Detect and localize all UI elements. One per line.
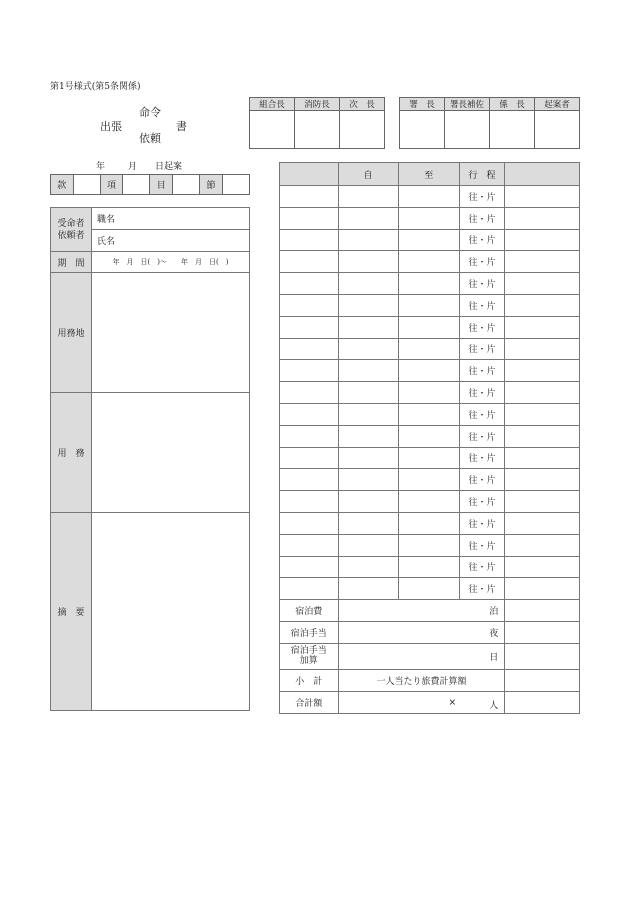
trip-row [280,294,580,316]
trip-route-cell[interactable]: 往・片 [459,403,505,425]
trip-date-cell[interactable] [280,207,339,229]
trip-route-cell[interactable]: 往・片 [459,534,505,556]
budget-label: 節 [200,175,223,195]
trip-from-cell[interactable] [338,447,398,469]
trip-from-cell[interactable] [338,534,398,556]
name-field[interactable] [92,230,250,252]
trip-from-cell[interactable] [338,382,398,404]
trip-to-cell[interactable] [398,534,459,556]
trip-route-cell[interactable]: 往・片 [459,251,505,273]
approval-label: 組合長 [250,98,295,111]
trip-date-cell[interactable] [280,512,339,534]
lodging-allowance-amount[interactable] [505,621,580,643]
trip-to-cell[interactable] [398,294,459,316]
trip-date-cell[interactable] [280,273,339,295]
trip-from-cell[interactable] [338,469,398,491]
trip-to-cell[interactable] [398,273,459,295]
total-label: 合計額 [280,691,339,713]
subtotal-label: 小 計 [280,669,339,691]
trip-to-cell[interactable] [398,229,459,251]
trip-to-cell[interactable] [398,207,459,229]
destination-field[interactable] [92,273,250,393]
trip-from-cell[interactable] [338,512,398,534]
trip-amount-cell[interactable] [505,360,580,382]
trip-to-cell[interactable] [398,316,459,338]
trip-amount-cell[interactable] [505,556,580,578]
trip-to-cell[interactable] [398,360,459,382]
position-label: 職名 [97,215,116,225]
trip-amount-cell[interactable] [505,382,580,404]
trip-row [280,316,580,338]
trip-amount-cell[interactable] [505,491,580,513]
trip-row [280,425,580,447]
lodging-extra-label: 宿泊手当 加算 [280,643,339,669]
trip-to-cell[interactable] [398,491,459,513]
title-right: 書 [176,120,187,133]
trip-to-cell[interactable] [398,251,459,273]
trip-date-cell[interactable] [280,578,339,600]
trip-amount-cell[interactable] [505,207,580,229]
summary-field[interactable] [92,513,250,711]
lodging-fee-unit: 泊 [489,607,499,618]
trip-row [280,382,580,404]
trip-date-cell[interactable] [280,382,339,404]
trip-from-cell[interactable] [338,273,398,295]
trip-to-cell[interactable] [398,382,459,404]
trip-route-cell[interactable]: 往・片 [459,338,505,360]
trip-date-cell[interactable] [280,186,339,208]
trip-to-cell[interactable] [398,338,459,360]
trip-from-cell[interactable] [338,360,398,382]
trip-amount-cell[interactable] [505,229,580,251]
trip-to-cell[interactable] [398,512,459,534]
trip-row [280,360,580,382]
approval-stamp-cell[interactable] [250,111,295,149]
trip-amount-cell[interactable] [505,338,580,360]
trip-amount-cell[interactable] [505,316,580,338]
trip-amount-cell[interactable] [505,534,580,556]
trip-route-cell[interactable]: 往・片 [459,207,505,229]
header-amount [505,163,580,186]
trip-to-cell[interactable] [398,447,459,469]
document-title [100,104,200,144]
total-amount[interactable] [505,691,580,713]
trip-date-cell[interactable] [280,403,339,425]
trip-route-cell[interactable]: 往・片 [459,447,505,469]
lodging-fee-amount[interactable] [505,600,580,622]
trip-to-cell[interactable] [398,186,459,208]
trip-row [280,578,580,600]
lodging-fee-field[interactable] [338,600,505,622]
trip-date-cell[interactable] [280,229,339,251]
period-label: 期 間 [51,252,92,273]
trip-from-cell[interactable] [338,251,398,273]
title-top: 命令 [139,106,161,119]
trip-row [280,251,580,273]
trip-date-cell[interactable] [280,447,339,469]
trip-amount-cell[interactable] [505,425,580,447]
trip-row [280,556,580,578]
subtotal-amount[interactable] [505,669,580,691]
period-field[interactable]: 年 月 日( )～ 年 月 日( ) [92,252,250,273]
trip-route-cell[interactable]: 往・片 [459,229,505,251]
trip-date-cell[interactable] [280,251,339,273]
approval-stamp-cell[interactable] [445,111,490,149]
trip-amount-cell[interactable] [505,273,580,295]
lodging-extra-unit: 日 [489,652,499,663]
trip-date-cell[interactable] [280,338,339,360]
trip-amount-cell[interactable] [505,578,580,600]
trip-amount-cell[interactable] [505,403,580,425]
form-number: 第1号様式(第5条関係) [50,82,141,92]
business-field[interactable] [92,393,250,513]
title-bottom: 依頼 [139,132,161,145]
recipient-label: 受命者 依頼者 [51,208,92,252]
title-left: 出張 [100,120,122,133]
trip-from-cell[interactable] [338,316,398,338]
approval-box-left [249,97,385,149]
lodging-fee-label: 宿泊費 [280,600,339,622]
trip-route-cell[interactable]: 往・片 [459,360,505,382]
approval-stamp-cell[interactable] [400,111,445,149]
trip-row [280,273,580,295]
trip-from-cell[interactable] [338,294,398,316]
header-route: 行 程 [459,163,505,186]
trip-row [280,338,580,360]
trip-row [280,534,580,556]
trip-row [280,403,580,425]
trip-to-cell[interactable] [398,469,459,491]
draft-date-day: 日起案 [155,162,183,172]
subtotal-text: 一人当たり旅費計算額 [338,669,505,691]
trip-amount-cell[interactable] [505,447,580,469]
trip-date-cell[interactable] [280,425,339,447]
trip-date-cell[interactable] [280,534,339,556]
trip-from-cell[interactable] [338,556,398,578]
trip-date-cell[interactable] [280,294,339,316]
trip-route-cell[interactable]: 往・片 [459,294,505,316]
trip-date-cell[interactable] [280,316,339,338]
destination-label: 用務地 [51,273,92,393]
lodging-allowance-field[interactable] [338,621,505,643]
trip-date-cell[interactable] [280,491,339,513]
lodging-extra-field[interactable] [338,643,505,669]
trip-route-cell[interactable]: 往・片 [459,273,505,295]
approval-label: 起案者 [535,98,580,111]
trip-date-cell[interactable] [280,556,339,578]
trip-row [280,491,580,513]
budget-label: 項 [100,175,123,195]
trip-route-cell[interactable]: 往・片 [459,469,505,491]
approval-label: 署 長 [400,98,445,111]
header-from: 自 [338,163,398,186]
itinerary-table [279,162,580,714]
summary-label: 摘 要 [51,513,92,711]
trip-to-cell[interactable] [398,578,459,600]
total-field[interactable] [338,691,505,713]
total-unit: 人 [489,700,499,711]
budget-row [50,174,250,195]
trip-to-cell[interactable] [398,403,459,425]
name-label: 氏名 [97,237,116,247]
trip-date-cell[interactable] [280,469,339,491]
trip-row [280,229,580,251]
approval-label: 署長補佐 [445,98,490,111]
trip-route-cell[interactable]: 往・片 [459,425,505,447]
trip-from-cell[interactable] [338,403,398,425]
trip-route-cell[interactable]: 往・片 [459,578,505,600]
trip-from-cell[interactable] [338,338,398,360]
trip-amount-cell[interactable] [505,186,580,208]
left-form [50,207,250,711]
total-mult: × [448,697,457,708]
approval-stamp-cell[interactable] [295,111,340,149]
trip-from-cell[interactable] [338,491,398,513]
budget-label: 目 [150,175,173,195]
lodging-extra-amount[interactable] [505,643,580,669]
trip-route-cell[interactable]: 往・片 [459,186,505,208]
draft-date-year: 年 [96,162,106,172]
trip-route-cell[interactable]: 往・片 [459,512,505,534]
trip-from-cell[interactable] [338,229,398,251]
approval-stamp-cell[interactable] [535,111,580,149]
approval-box-right [399,97,580,149]
trip-row [280,447,580,469]
header-blank [280,163,339,186]
trip-route-cell[interactable]: 往・片 [459,382,505,404]
approval-stamp-cell[interactable] [490,111,535,149]
trip-date-cell[interactable] [280,360,339,382]
trip-amount-cell[interactable] [505,251,580,273]
lodging-allowance-unit: 夜 [489,628,499,639]
trip-to-cell[interactable] [398,556,459,578]
trip-amount-cell[interactable] [505,294,580,316]
trip-row [280,512,580,534]
trip-route-cell[interactable]: 往・片 [459,491,505,513]
header-to: 至 [398,163,459,186]
trip-route-cell[interactable]: 往・片 [459,316,505,338]
lodging-allowance-label: 宿泊手当 [280,621,339,643]
trip-to-cell[interactable] [398,425,459,447]
trip-from-cell[interactable] [338,207,398,229]
trip-from-cell[interactable] [338,578,398,600]
business-label: 用 務 [51,393,92,513]
trip-route-cell[interactable]: 往・片 [459,556,505,578]
trip-row [280,469,580,491]
trip-row [280,186,580,208]
approval-label: 消防長 [295,98,340,111]
budget-field[interactable] [173,175,200,195]
budget-field[interactable] [73,175,100,195]
trip-row [280,207,580,229]
approval-stamp-cell[interactable] [340,111,385,149]
budget-field[interactable] [222,175,249,195]
trip-from-cell[interactable] [338,186,398,208]
approval-label: 係 長 [490,98,535,111]
budget-field[interactable] [123,175,150,195]
trip-amount-cell[interactable] [505,469,580,491]
approval-label: 次 長 [340,98,385,111]
trip-from-cell[interactable] [338,425,398,447]
draft-date-month: 月 [128,162,138,172]
position-field[interactable] [92,208,250,230]
budget-label: 款 [51,175,74,195]
trip-amount-cell[interactable] [505,512,580,534]
